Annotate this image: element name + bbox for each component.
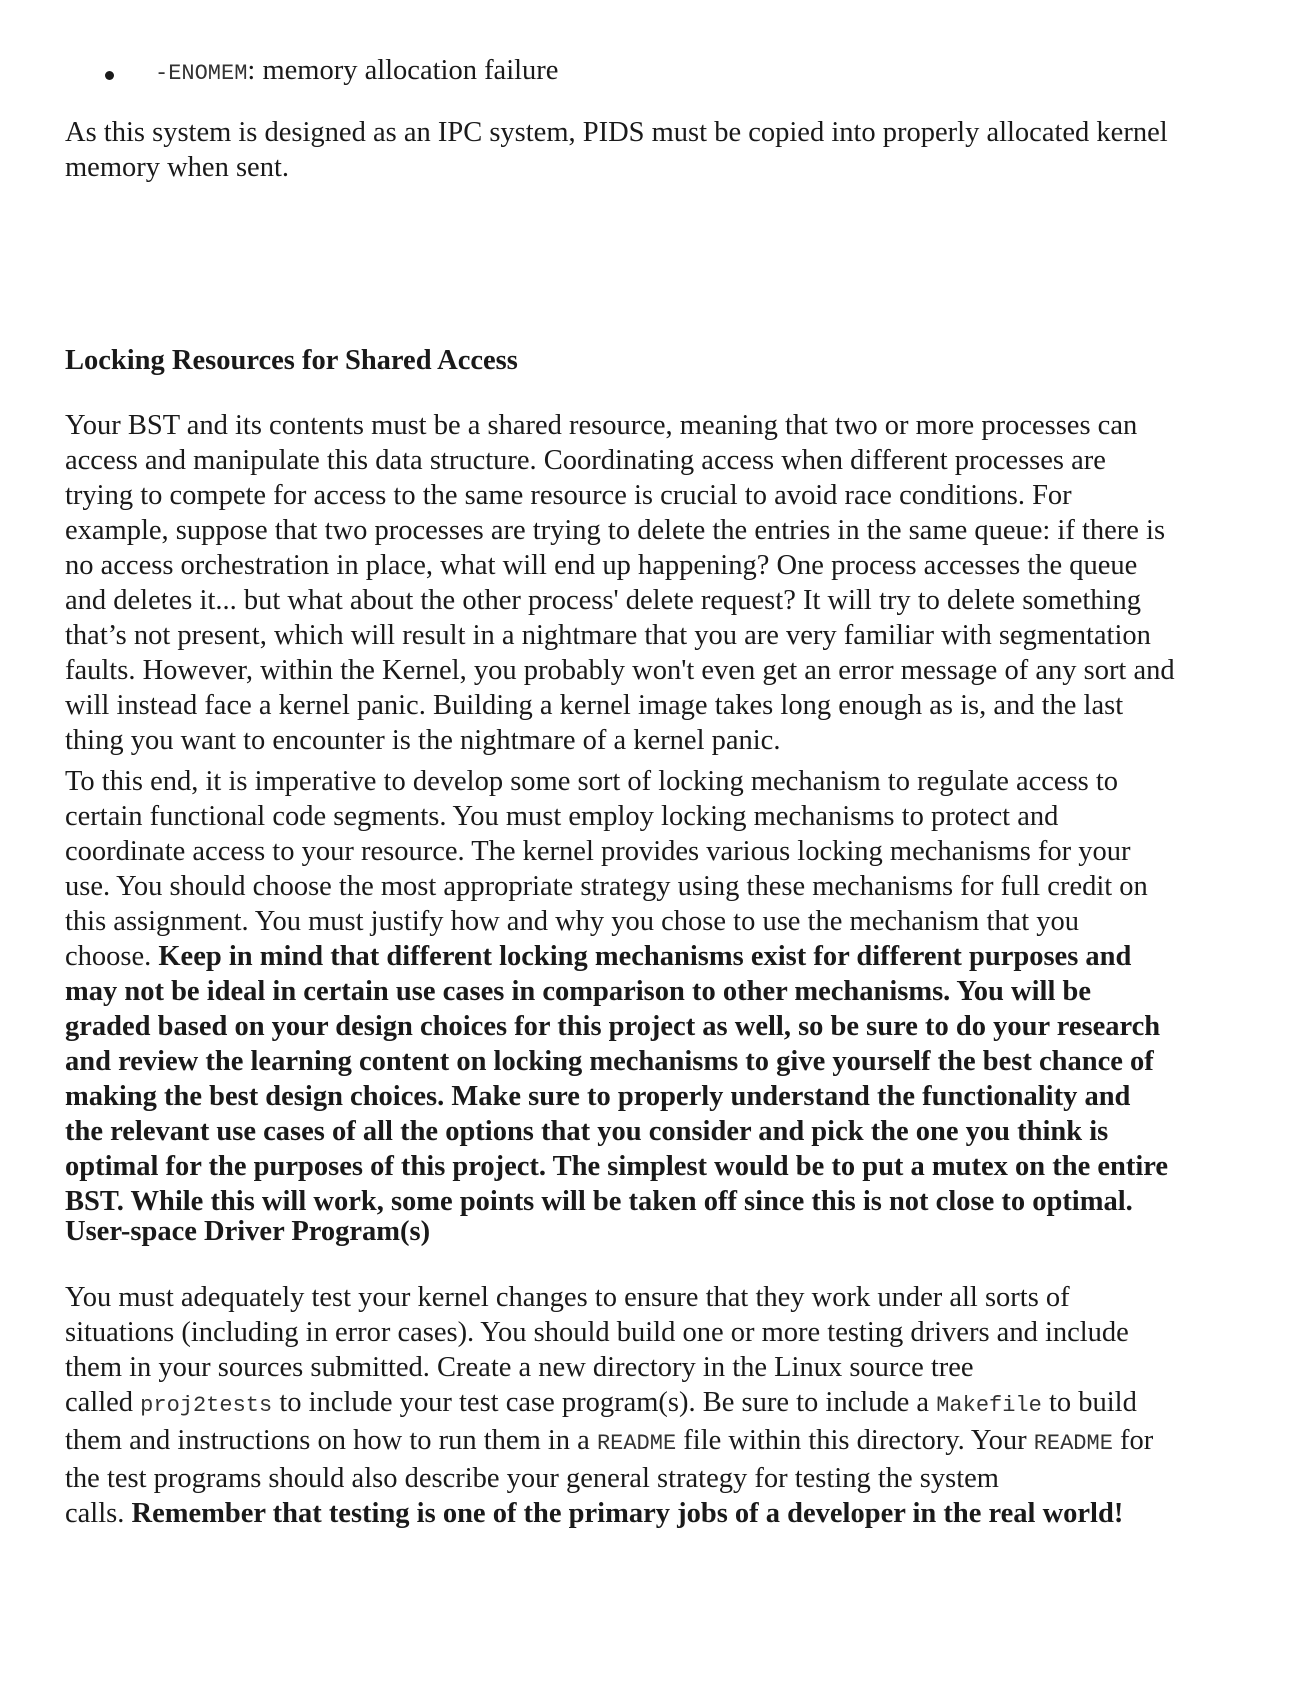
plain-text: file within this directory. Your: [676, 1425, 1034, 1456]
text-line: no access orchestration in place, what will end up happening? One process accesses the queue: [65, 550, 1138, 581]
text-line: coordinate access to your resource. The kernel provides various locking mechanisms for your: [65, 836, 1131, 867]
plain-text: choose.: [65, 941, 159, 972]
driver-paragraph: [65, 1280, 1265, 1531]
text-line: [65, 1423, 1265, 1461]
locking-paragraph-1: [65, 408, 1265, 758]
plain-text: to build: [1041, 1387, 1137, 1418]
intro-paragraph: [65, 115, 1265, 185]
plain-text: calls.: [65, 1498, 132, 1529]
plain-text: to include your test case program(s). Be sure to include a: [272, 1387, 937, 1418]
section-heading-driver: User-space Driver Program(s): [65, 1216, 431, 1247]
bold-line: optimal for the purposes of this project. The simplest would be to put a mutex on the entire: [65, 1151, 1169, 1182]
bold-line: BST. While this will work, some points will be taken off since this is not close to optimal.: [65, 1186, 1133, 1217]
text-line: memory when sent.: [65, 152, 289, 183]
text-line: them in your sources submitted. Create a new directory in the Linux source tree: [65, 1352, 974, 1383]
bold-line: and review the learning content on locking mechanisms to give yourself the best chance of: [65, 1046, 1154, 1077]
text-line: As this system is designed as an IPC system, PIDS must be copied into properly allocated kernel: [65, 117, 1168, 148]
text-line: situations (including in error cases). You should build one or more testing drivers and include: [65, 1317, 1129, 1348]
bold-text: Keep in mind that different locking mechanisms exist for different purposes and: [158, 941, 1132, 972]
text-line: faults. However, within the Kernel, you probably won't even get an error message of any sort and: [65, 655, 1175, 686]
text-line: [65, 1496, 1265, 1531]
code-readme: README: [1033, 1431, 1113, 1456]
text-line: the test programs should also describe your general strategy for testing the system: [65, 1463, 999, 1494]
text-line: example, suppose that two processes are trying to delete the entries in the same queue: if there is: [65, 515, 1166, 546]
section-heading-locking: Locking Resources for Shared Access: [65, 345, 518, 376]
text-line: and deletes it... but what about the other process' delete request? It will try to delete something: [65, 585, 1141, 616]
bullet-text: : memory allocation failure: [247, 55, 559, 86]
bold-line: the relevant use cases of all the options that you consider and pick the one you think is: [65, 1116, 1109, 1147]
plain-text: them and instructions on how to run them in a: [65, 1425, 597, 1456]
text-line: thing you want to encounter is the nightmare of a kernel panic.: [65, 725, 781, 756]
bold-line: graded based on your design choices for this project as well, so be sure to do your research: [65, 1011, 1161, 1042]
text-line: use. You should choose the most appropriate strategy using these mechanisms for full credit on: [65, 871, 1148, 902]
text-line: trying to compete for access to the same resource is crucial to avoid race conditions. For: [65, 480, 1072, 511]
error-code: -ENOMEM: [155, 61, 248, 86]
code-readme: README: [596, 1431, 677, 1456]
text-line: [65, 939, 1265, 974]
text-line: access and manipulate this data structure. Coordinating access when different processes are: [65, 445, 1106, 476]
bullet-point: [105, 71, 114, 80]
text-line: certain functional code segments. You must employ locking mechanisms to protect and: [65, 801, 1059, 832]
text-line: that’s not present, which will result in a nightmare that you are very familiar with segmentation: [65, 620, 1151, 651]
text-line: You must adequately test your kernel changes to ensure that they work under all sorts of: [65, 1282, 1070, 1313]
code-dirname: proj2tests: [140, 1393, 273, 1418]
bold-text: Remember that testing is one of the primary jobs of a developer in the real world!: [131, 1498, 1124, 1529]
text-line: Your BST and its contents must be a shared resource, meaning that two or more processes can: [65, 410, 1138, 441]
text-line: To this end, it is imperative to develop some sort of locking mechanism to regulate access to: [65, 766, 1119, 797]
bold-line: making the best design choices. Make sure to properly understand the functionality and: [65, 1081, 1131, 1112]
plain-text: called: [65, 1387, 141, 1418]
locking-paragraph-2: [65, 764, 1265, 1219]
text-line: [65, 1385, 1265, 1423]
plain-text: for: [1112, 1425, 1154, 1456]
text-line: this assignment. You must justify how and why you chose to use the mechanism that you: [65, 906, 1080, 937]
code-makefile: Makefile: [936, 1393, 1042, 1418]
bullet-item: [155, 53, 558, 91]
bold-line: may not be ideal in certain use cases in comparison to other mechanisms. You will be: [65, 976, 1091, 1007]
text-line: will instead face a kernel panic. Building a kernel image takes long enough as is, and the last: [65, 690, 1124, 721]
